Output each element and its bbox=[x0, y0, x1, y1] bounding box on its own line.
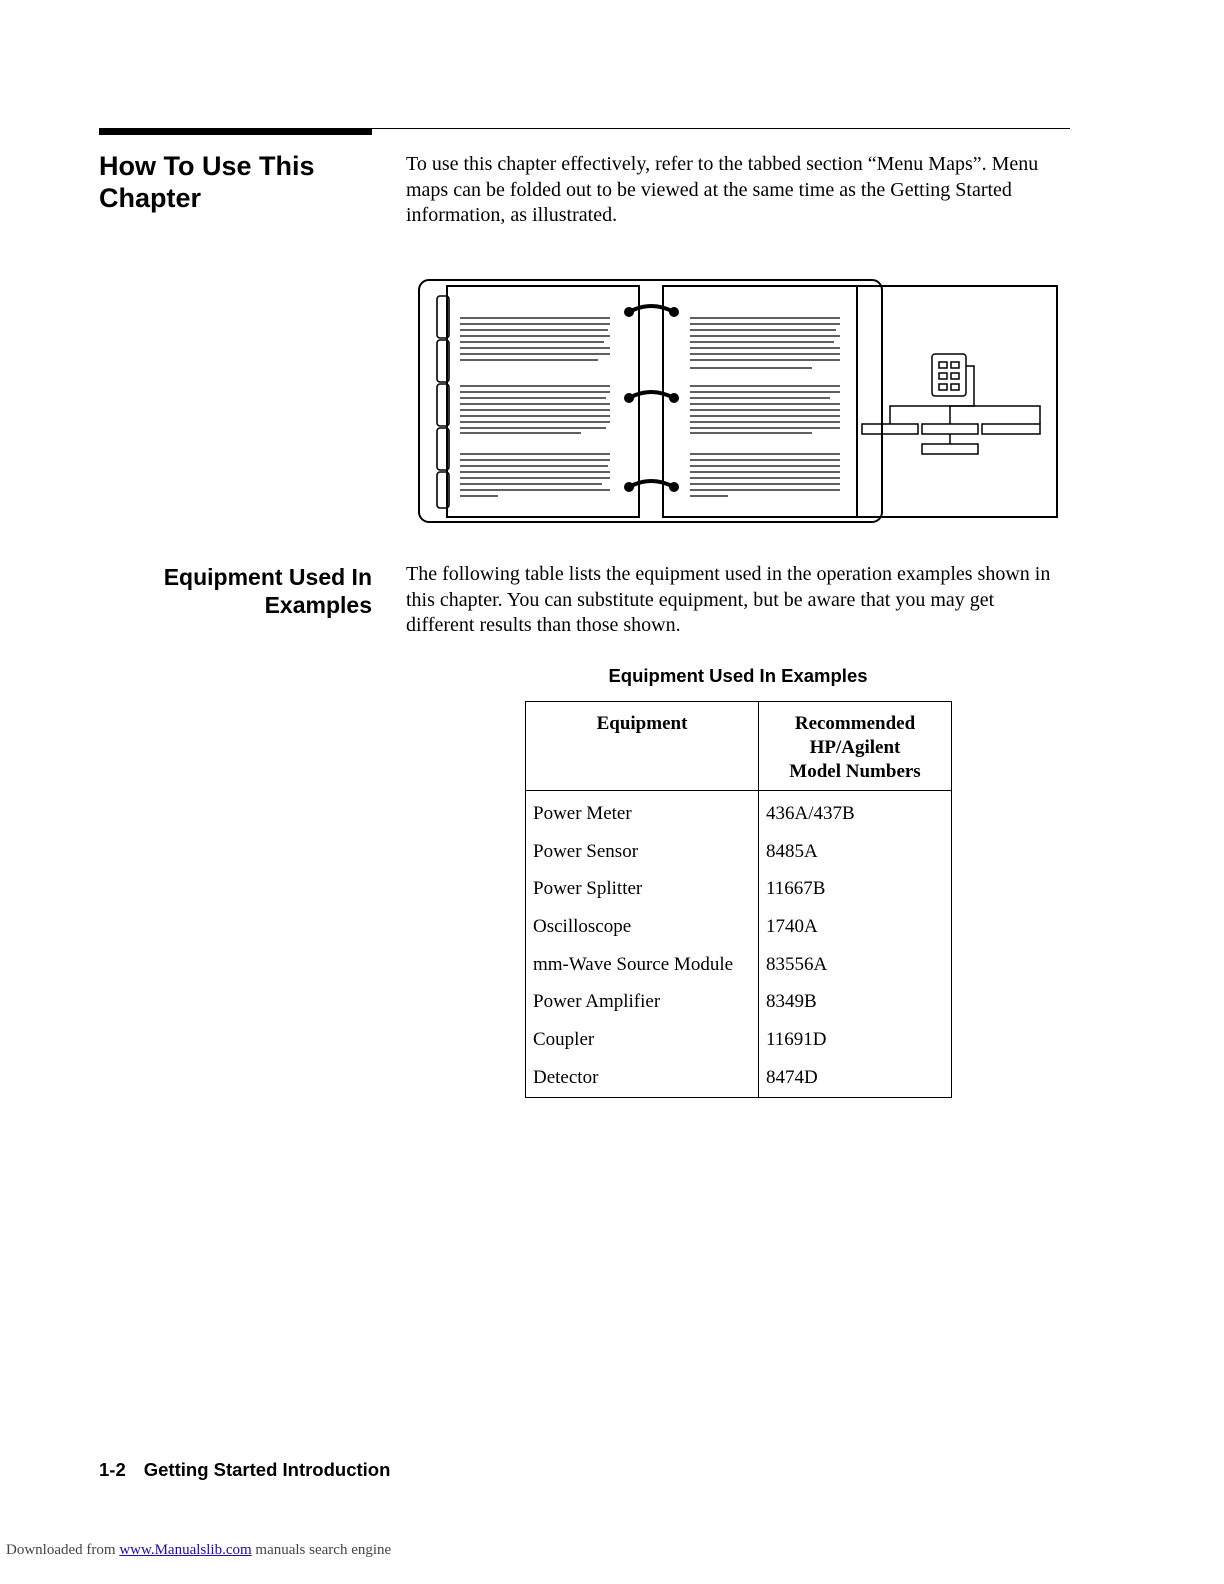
equipment-cell: mm-Wave Source Module bbox=[526, 946, 759, 984]
equipment-cell: Detector bbox=[526, 1059, 759, 1097]
equipment-cell: Power Splitter bbox=[526, 870, 759, 908]
table-row bbox=[526, 946, 952, 984]
equipment-cell: Power Sensor bbox=[526, 833, 759, 871]
table-row bbox=[526, 870, 952, 908]
model-cell: 11667B bbox=[766, 878, 826, 900]
model-cell: 436A/437B bbox=[766, 802, 855, 824]
table-row bbox=[526, 983, 952, 1021]
equipment-paragraph: The following table lists the equipment used in the operation examples shown in this chapter. You can substitute equipment, but be aware that you may get different results than those shown. bbox=[406, 563, 1051, 636]
table-row bbox=[526, 908, 952, 946]
footer-section-title: Getting Started Introduction bbox=[143, 1459, 391, 1480]
model-cell: 1740A bbox=[766, 915, 818, 937]
page-number: 1-2 bbox=[99, 1459, 126, 1480]
intro-paragraph: To use this chapter effectively, refer to the tabbed section “Menu Maps”. Menu maps can be folded out to be viewed at the same time as the Getting Started information, as illustrated. bbox=[406, 153, 1039, 226]
table-row bbox=[526, 1059, 952, 1097]
model-cell: 83556A bbox=[766, 953, 828, 975]
equipment-table bbox=[525, 701, 952, 1098]
table-header-row bbox=[526, 702, 952, 791]
binder-with-foldout-menu-map-icon bbox=[416, 278, 1062, 526]
header-model-numbers: Recommended HP/Agilent Model Numbers bbox=[759, 702, 952, 791]
equipment-cell: Power Amplifier bbox=[526, 983, 759, 1021]
model-cell: 8474D bbox=[766, 1066, 818, 1088]
model-cell: 8349B bbox=[766, 991, 817, 1013]
model-cell: 8485A bbox=[766, 840, 818, 862]
page-footer bbox=[99, 1459, 390, 1481]
header-rule-thin bbox=[372, 128, 1070, 129]
header-rule-thick bbox=[99, 128, 372, 135]
equipment-cell: Coupler bbox=[526, 1021, 759, 1059]
table-row bbox=[526, 833, 952, 871]
table-row bbox=[526, 1021, 952, 1059]
equipment-cell: Oscilloscope bbox=[526, 908, 759, 946]
section-heading-equipment: Equipment Used In Examples bbox=[163, 564, 372, 618]
manualslib-link[interactable]: www.Manualslib.com bbox=[119, 1542, 252, 1558]
table-row bbox=[526, 791, 952, 833]
section-heading-how-to-use: How To Use This Chapter bbox=[99, 151, 315, 213]
download-banner: Downloaded from www.Manualslib.com manuals search engine bbox=[6, 1542, 392, 1558]
model-cell: 11691D bbox=[766, 1028, 827, 1050]
table-caption: Equipment Used In Examples bbox=[608, 665, 868, 686]
header-equipment: Equipment bbox=[526, 702, 759, 791]
equipment-cell: Power Meter bbox=[526, 791, 759, 833]
